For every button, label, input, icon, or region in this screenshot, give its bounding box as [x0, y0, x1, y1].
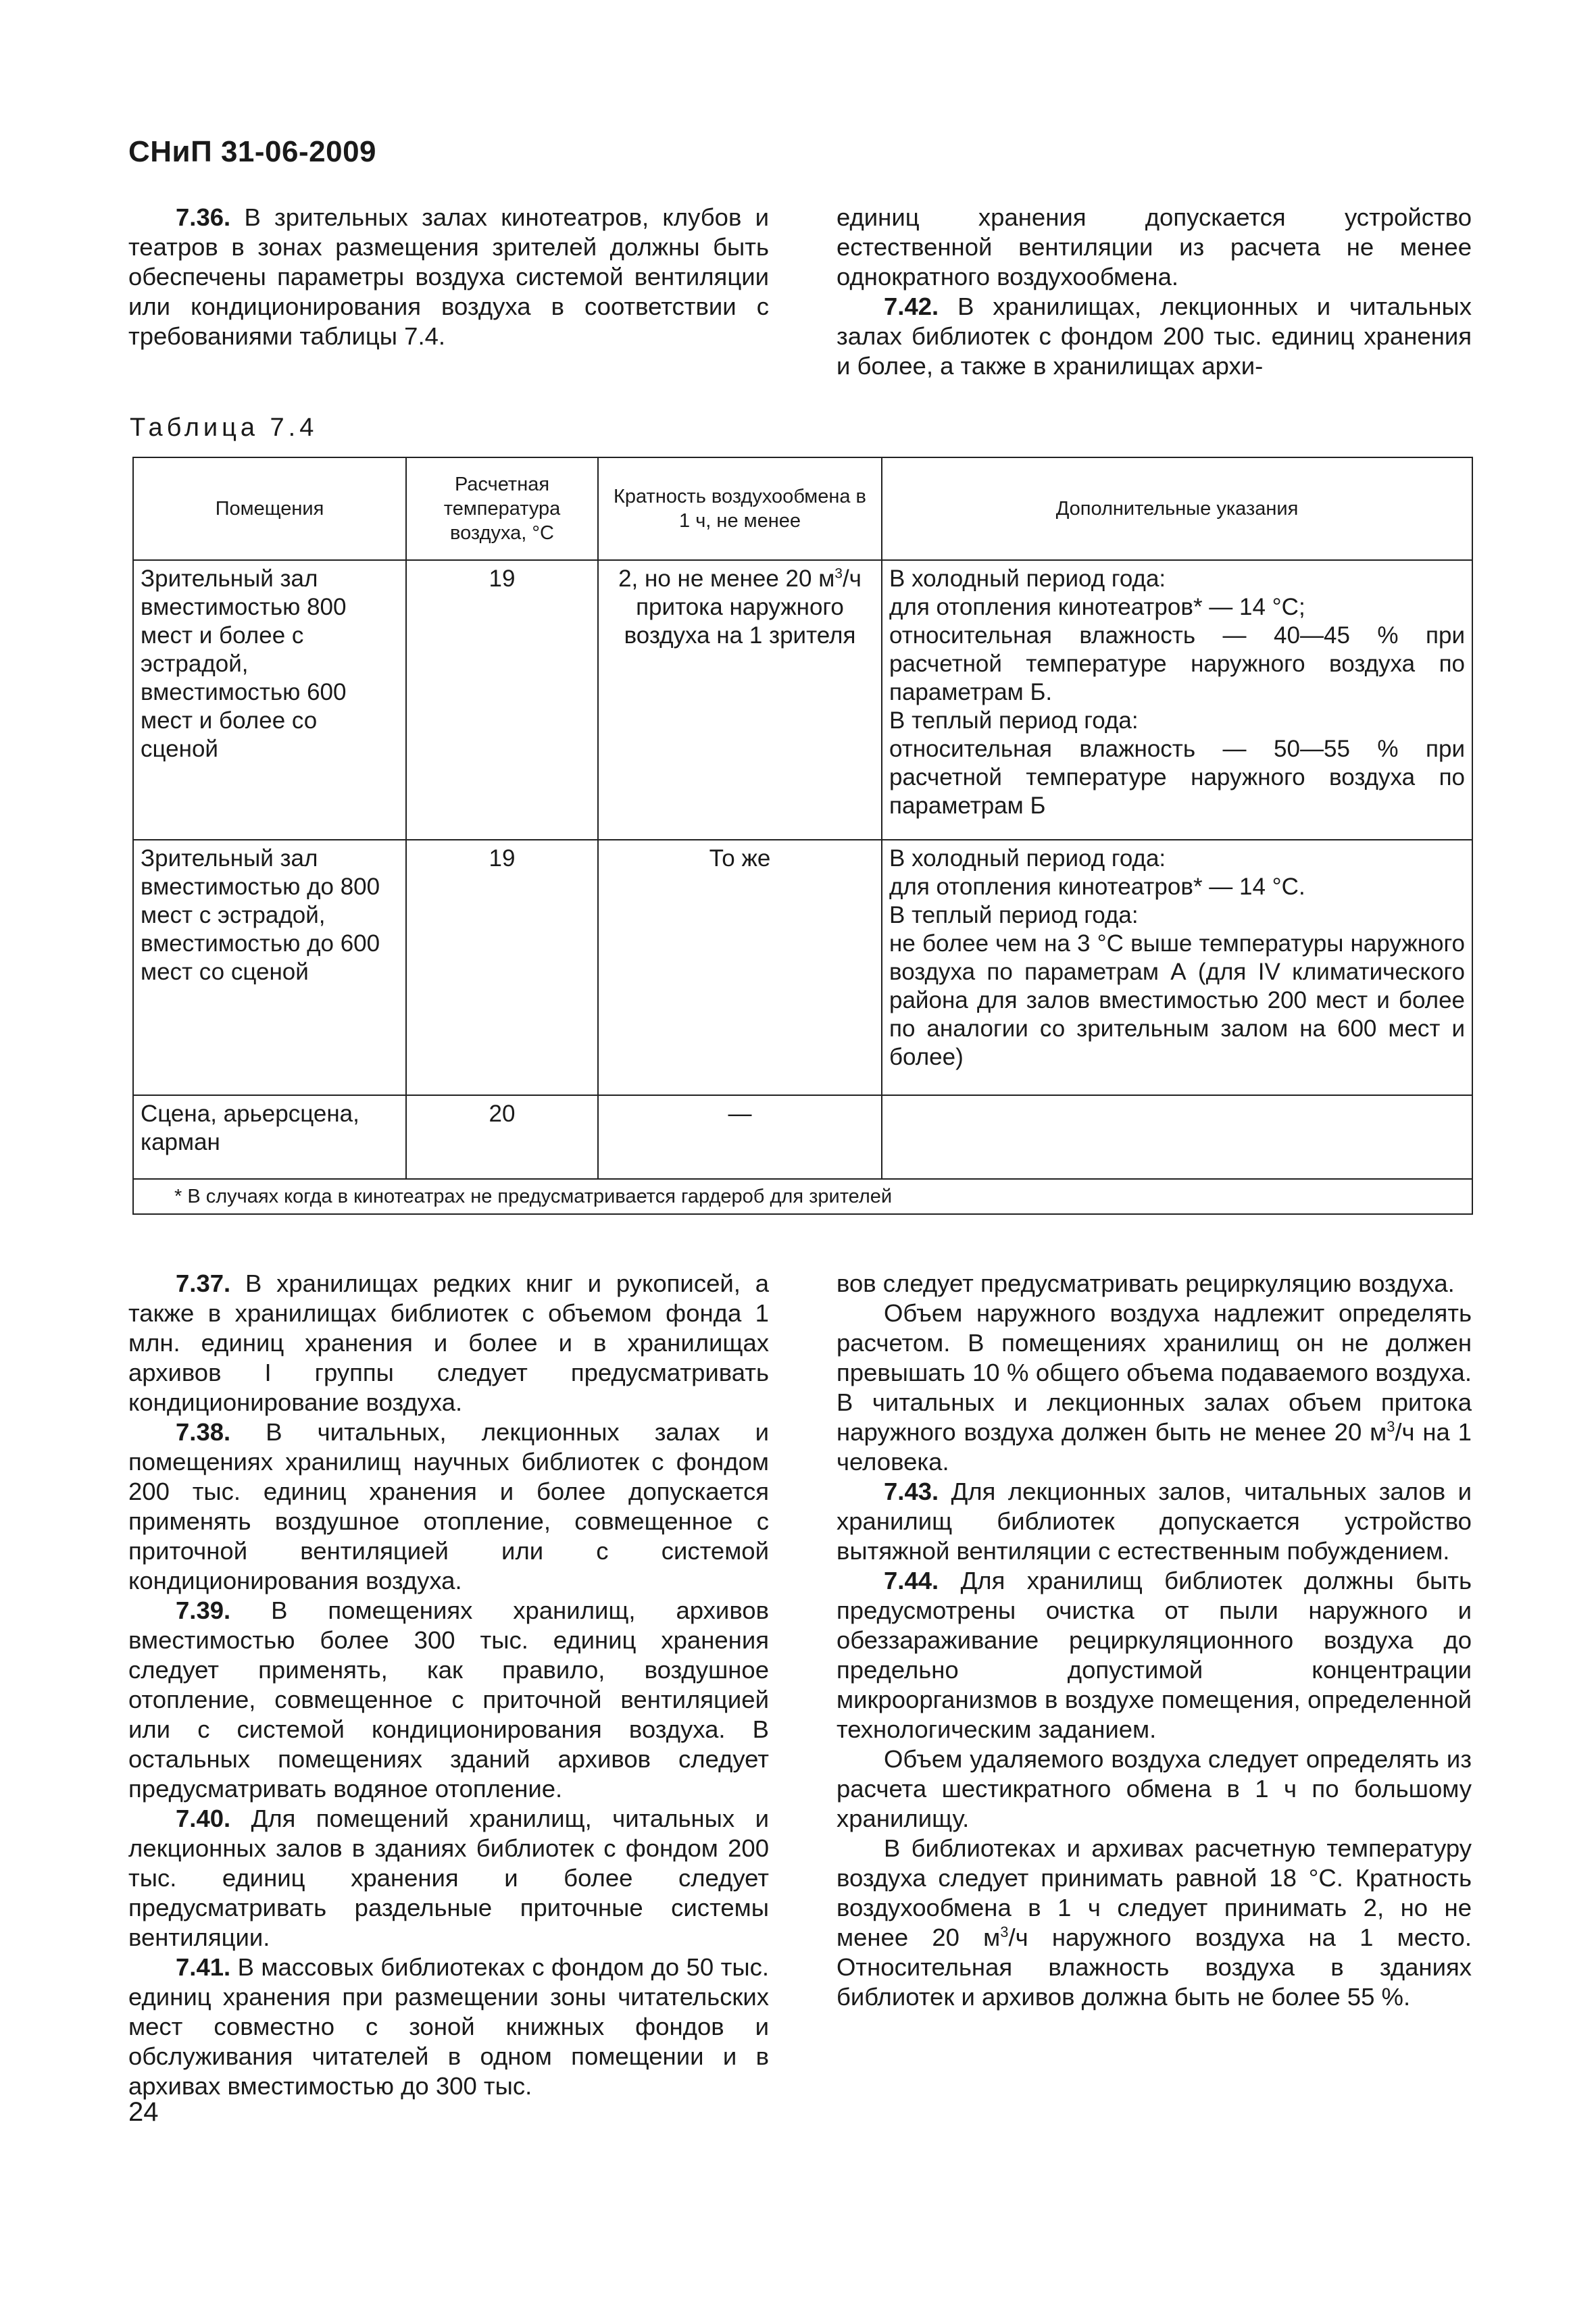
clause-text: В массовых библиотеках с фондом до 50 тыс. единиц хранения при размещении зоны читательских мест совместно с зоной книжных фондов и обслуживания читателей в одном помещении и в архивах вместимостью до 300 тыс. — [128, 1953, 769, 2100]
rate-text: /ч притока наружного воздуха на 1 зрителя — [624, 565, 862, 649]
paragraph-7-39 — [128, 1596, 769, 1804]
note-line: для отопления кинотеатров* — 14 °С; — [889, 594, 1305, 620]
notes-cell — [882, 840, 1472, 1095]
clause-number: 7.37. — [176, 1269, 231, 1297]
paragraph-text-part: /ч наружного воздуха на 1 место. Относительная влажность воздуха в зданиях библиотек и архивов должна быть не более 55 %. — [837, 1923, 1472, 2011]
rate-text: 2, но не менее 20 м — [618, 565, 835, 592]
column-header: Помещения — [133, 457, 406, 560]
column-header: Расчетная температура воздуха, °С — [406, 457, 598, 560]
paragraph-text — [837, 1834, 1472, 2012]
bottom-left-column — [128, 1269, 769, 2101]
note-line: В холодный период года: — [889, 845, 1166, 872]
paragraph-text — [837, 1299, 1472, 1477]
paragraph-7-37 — [128, 1269, 769, 1417]
temperature-cell: 19 — [406, 560, 598, 840]
superscript: 3 — [834, 565, 843, 582]
rate-cell: — — [598, 1095, 882, 1179]
clause-text: В помещениях хранилищ, архивов вместимостью более 300 тыс. единиц хранения следует применять, как правило, воздушное отопление, совмещенное с приточной вентиляцией или с системой кондиционирования воздуха. В остальных помещениях зданий архивов следует предусматривать водяное отопление. — [128, 1596, 769, 1803]
paragraph-7-38 — [128, 1417, 769, 1596]
superscript: 3 — [1387, 1417, 1395, 1435]
paragraph-text-part: В библиотеках и архивах расчетную температуру воздуха следует принимать равной 18 °С. Кратность воздухообмена в 1 ч следует принимать 2, но не менее 20 м — [837, 1834, 1472, 1951]
paragraph-text: Объем удаляемого воздуха следует определять из расчета шестикратного обмена в 1 ч по большому хранилищу. — [837, 1745, 1472, 1832]
notes-cell — [882, 560, 1472, 840]
clause-number: 7.41. — [176, 1953, 231, 1981]
document-code-header: СНиП 31-06-2009 — [128, 135, 377, 168]
bottom-right-column — [837, 1269, 1472, 2012]
room-cell: Зрительный зал вместимостью до 800 мест с эстрадой, вместимостью до 600 мест со сценой — [133, 840, 406, 1095]
note-line: В холодный период года: — [889, 565, 1166, 592]
paragraph-7-36 — [128, 203, 769, 351]
room-cell: Зрительный зал вместимостью 800 мест и более с эстрадой, вместимостью 600 мест и более со сценой — [133, 560, 406, 840]
clause-text: Для хранилищ библиотек должны быть предусмотрены очистка от пыли наружного и обеззараживание рециркуляционного воздуха до предельно допустимой концентрации микроорганизмов в воздухе помещения, определенной технологическим заданием. — [837, 1567, 1472, 1743]
footnote: * В случаях когда в кинотеатрах не предусматривается гардероб для зрителей — [133, 1179, 1472, 1214]
clause-number: 7.36. — [176, 203, 231, 231]
clause-text: Для лекционных залов, читальных залов и хранилищ библиотек допускается устройство вытяжной вентиляции с естественным побуждением. — [837, 1478, 1472, 1565]
note-line: для отопления кинотеатров* — 14 °С. — [889, 874, 1305, 900]
paragraph-7-42 — [837, 292, 1472, 381]
temperature-cell: 19 — [406, 840, 598, 1095]
column-header: Кратность воздухообмена в 1 ч, не менее — [598, 457, 882, 560]
room-cell: Сцена, арьерсцена, карман — [133, 1095, 406, 1179]
note-line: относительная влажность — 50—55 % при расчетной температуре наружного воздуха по параметрам Б — [889, 736, 1465, 819]
clause-text: В хранилищах редких книг и рукописей, а также в хранилищах библиотек с объемом фонда 1 млн. единиц хранения и более и в хранилищах архивов I группы следует предусматривать кондиционирование воздуха. — [128, 1269, 769, 1416]
note-line: не более чем на 3 °С выше температуры наружного воздуха по параметрам А (для IV климатического района для залов вместимостью 200 мест и более по аналогии со зрительным залом на 600 мест и более) — [889, 930, 1465, 1070]
table-caption: Таблица 7.4 — [130, 413, 318, 442]
paragraph-7-40 — [128, 1804, 769, 1953]
column-header: Дополнительные указания — [882, 457, 1472, 560]
clause-text: В зрительных залах кинотеатров, клубов и театров в зонах размещения зрителей должны быть обеспечены параметры воздуха системой вентиляции или кондиционирования воздуха в соответствии с требованиями таблицы 7.4. — [128, 203, 769, 350]
page-number: 24 — [128, 2097, 159, 2127]
parameters-table — [132, 457, 1473, 1215]
clause-number: 7.40. — [176, 1805, 231, 1832]
footnote-row — [133, 1179, 1472, 1214]
clause-text: Для помещений хранилищ, читальных и лекционных залов в зданиях библиотек с фондом 200 тыс. единиц хранения и более следует предусматривать раздельные приточные системы вентиляции. — [128, 1805, 769, 1951]
table-header-row — [133, 457, 1472, 560]
note-line: относительная влажность — 40—45 % при расчетной температуре наружного воздуха по параметрам Б. — [889, 622, 1465, 705]
superscript: 3 — [1000, 1923, 1009, 1940]
clause-number: 7.38. — [176, 1418, 231, 1446]
paragraph-text-part: Объем наружного воздуха надлежит определять расчетом. В помещениях хранилищ он не должен превышать 10 % общего объема подаваемого воздуха. В читальных и лекционных залах объем притока наружного воздуха должен быть не менее 20 м — [837, 1299, 1472, 1446]
temperature-cell: 20 — [406, 1095, 598, 1179]
paragraph-7-41 — [128, 1953, 769, 2101]
top-left-column — [128, 203, 769, 351]
note-line: В теплый период года: — [889, 902, 1139, 928]
clause-number: 7.43. — [884, 1478, 939, 1505]
table-row — [133, 840, 1472, 1095]
paragraph-text-part: /ч на 1 человека. — [837, 1418, 1472, 1476]
top-right-column — [837, 203, 1472, 381]
rate-cell — [598, 560, 882, 840]
clause-number: 7.44. — [884, 1567, 939, 1594]
table-row — [133, 1095, 1472, 1179]
notes-cell — [882, 1095, 1472, 1179]
table-row — [133, 560, 1472, 840]
paragraph-7-43 — [837, 1477, 1472, 1566]
clause-number: 7.42. — [884, 293, 939, 320]
clause-number: 7.39. — [176, 1596, 231, 1624]
continued-text: вов следует предусматривать рециркуляцию воздуха. — [837, 1269, 1455, 1297]
note-line: В теплый период года: — [889, 707, 1139, 734]
clause-text: В читальных, лекционных залах и помещениях хранилищ научных библиотек с фондом 200 тыс. единиц хранения и более допускается применять воздушное отопление, совмещенное с приточной вентиляцией или с системой кондиционирования воздуха. — [128, 1418, 769, 1594]
rate-cell: То же — [598, 840, 882, 1095]
paragraph-7-44 — [837, 1566, 1472, 1744]
clause-text: В хранилищах, лекционных и читальных залах библиотек с фондом 200 тыс. единиц хранения и более, а также в хранилищах архи- — [837, 293, 1472, 380]
continued-text: единиц хранения допускается устройство естественной вентиляции из расчета не менее однократного воздухообмена. — [837, 203, 1472, 291]
